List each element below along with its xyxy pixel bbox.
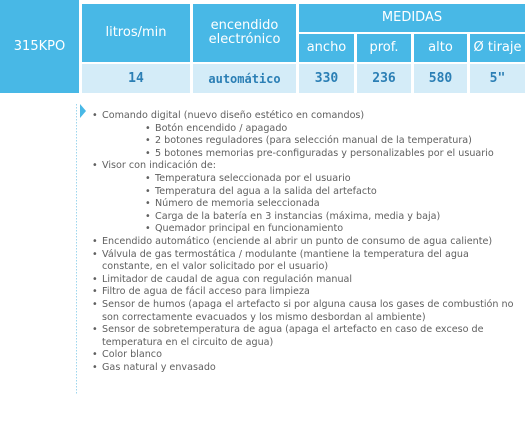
width-header: ancho <box>299 34 354 62</box>
liters-header: litros/min <box>82 4 190 62</box>
list-item-text: Carga de la batería en 3 instancias (máxima, media y baja) <box>155 210 441 222</box>
list-item <box>92 198 522 211</box>
bullet-icon: • <box>145 223 151 235</box>
list-item <box>92 186 522 199</box>
depth-value: 236 <box>357 64 411 93</box>
liters-value: 14 <box>82 64 190 93</box>
list-item <box>92 349 522 362</box>
list-item <box>92 236 522 249</box>
bullet-icon: • <box>92 324 98 336</box>
list-item <box>92 173 522 186</box>
list-item-text: Comando digital (nuevo diseño estético en comandos) <box>102 110 365 121</box>
bullet-icon: • <box>92 110 98 121</box>
width-value: 330 <box>299 64 354 93</box>
list-item <box>92 286 522 299</box>
list-item <box>92 324 522 349</box>
ignition-header: encendido electrónico <box>193 4 296 62</box>
model-code: 315KPO <box>0 0 79 93</box>
flue-header: Ø tiraje <box>470 34 525 62</box>
bullet-icon: • <box>92 235 98 247</box>
list-item <box>92 223 522 236</box>
list-item <box>92 211 522 224</box>
list-item-text: 2 botones reguladores (para selección manual de la temperatura) <box>155 135 472 147</box>
bullet-icon: • <box>145 198 151 210</box>
ignition-value: automático <box>193 64 296 93</box>
list-item-text: Quemador principal en funcionamiento <box>155 223 344 235</box>
list-item-text: Color blanco <box>102 349 162 361</box>
flue-value: 5" <box>470 64 525 93</box>
list-item <box>92 274 522 287</box>
depth-header: prof. <box>357 34 411 62</box>
bullet-icon: • <box>92 248 98 260</box>
list-item-text: Temperatura del agua a la salida del artefacto <box>155 185 377 197</box>
list-item <box>92 123 522 136</box>
list-item-text: Limitador de caudal de agua con regulación manual <box>102 273 353 285</box>
bullet-icon: • <box>92 361 98 373</box>
list-item-text: Gas natural y envasado <box>102 361 216 373</box>
list-item-text: Botón encendido / apagado <box>155 122 288 134</box>
list-item <box>92 160 522 173</box>
list-item-text: Filtro de agua de fácil acceso para limpieza <box>102 286 310 298</box>
medidas-header: MEDIDAS <box>299 4 525 32</box>
bullet-icon: • <box>92 349 98 361</box>
bullet-icon: • <box>145 147 151 159</box>
list-item-text: Válvula de gas termostática / modulante (mantiene la temperatura del agua constante, en el valor solicitado por el usuario) <box>102 248 469 273</box>
height-header: alto <box>414 34 467 62</box>
bullet-icon: • <box>92 160 98 172</box>
list-item-text: Número de memoria seleccionada <box>155 198 320 210</box>
bullet-icon: • <box>145 122 151 134</box>
list-item-text: 5 botones memorias pre-configuradas y personalizables por el usuario <box>155 147 494 159</box>
list-item <box>92 148 522 161</box>
list-item <box>92 135 522 148</box>
list-item <box>92 249 522 274</box>
list-item-text: Sensor de sobretemperatura de agua (apaga el artefacto en caso de exceso de temperatura en el circuito de agua) <box>102 324 484 348</box>
list-item-text: Visor con indicación de: <box>102 160 216 172</box>
dotted-divider <box>76 104 77 394</box>
bullet-icon: • <box>145 210 151 222</box>
bullet-icon: • <box>145 135 151 147</box>
feature-list <box>92 110 522 374</box>
bullet-icon: • <box>145 185 151 197</box>
list-item-text: Temperatura seleccionada por el usuario <box>155 172 351 184</box>
height-value: 580 <box>414 64 467 93</box>
list-item <box>92 110 522 123</box>
bullet-icon: • <box>145 172 151 184</box>
bullet-icon: • <box>92 273 98 285</box>
bullet-icon: • <box>92 286 98 298</box>
list-item-text: Encendido automático (enciende al abrir un punto de consumo de agua caliente) <box>102 235 493 247</box>
list-item-text: Sensor de humos (apaga el artefacto si por alguna causa los gases de combustión no son correctamente evacuados y los mismo desbordan al ambiente) <box>102 298 514 323</box>
bullet-icon: • <box>92 298 98 310</box>
chevron-right-icon <box>80 104 86 118</box>
list-item <box>92 362 522 375</box>
list-item <box>92 299 522 324</box>
